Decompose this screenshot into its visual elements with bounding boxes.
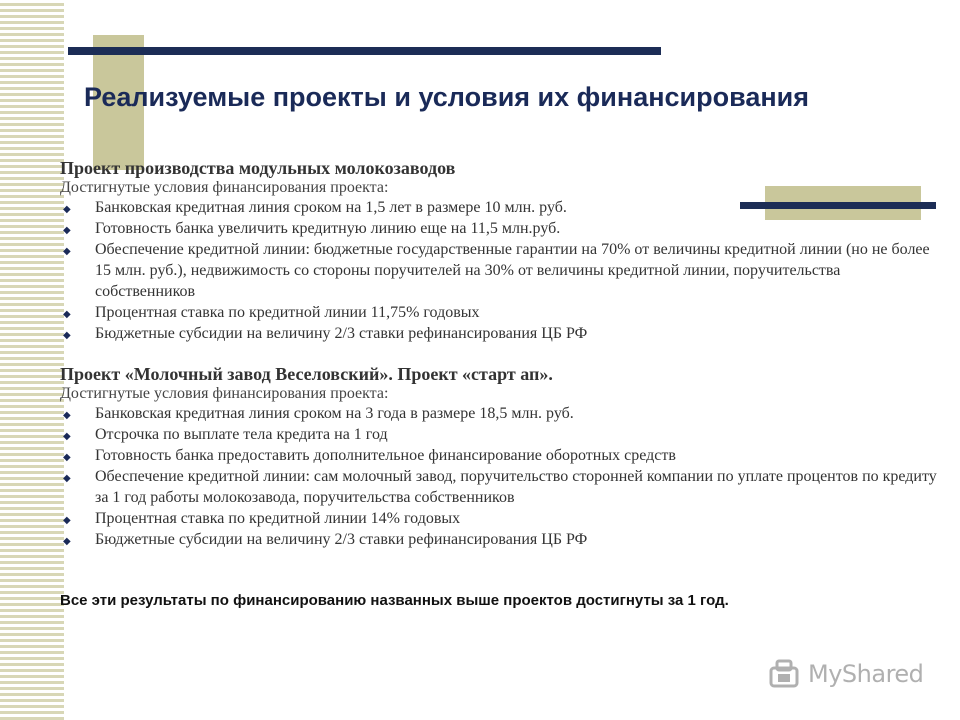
list-item: ◆ Процентная ставка по кредитной линии 11,75% годовых xyxy=(60,302,940,323)
list-item: ◆ Банковская кредитная линия сроком на 1,5 лет в размере 10 млн. руб. xyxy=(60,197,940,218)
bullet-icon: ◆ xyxy=(63,473,71,484)
bullet-icon: ◆ xyxy=(63,515,71,526)
bullet-icon: ◆ xyxy=(63,452,71,463)
list-item: ◆ Обеспечение кредитной линии: сам молочный завод, поручительство сторонней компании по уплате процентов по кредиту за 1 год работы молокозавода, поручительства собственников xyxy=(63,468,937,506)
project1-section xyxy=(60,158,940,344)
project2-subheading: Достигнутые условия финансирования проекта: xyxy=(60,385,389,402)
project2-section xyxy=(60,364,940,550)
project1-heading: Проект производства модульных молокозаводов xyxy=(60,158,456,178)
project1-subheading: Достигнутые условия финансирования проекта: xyxy=(60,179,389,196)
left-stripe-decoration xyxy=(0,0,64,720)
bullet-icon: ◆ xyxy=(63,431,71,442)
top-accent-bar xyxy=(68,47,661,55)
bullet-icon: ◆ xyxy=(63,225,71,236)
watermark-text: MyShared xyxy=(808,660,924,688)
myshared-logo-icon xyxy=(768,658,802,690)
bullet-icon: ◆ xyxy=(63,410,71,421)
bullet-icon: ◆ xyxy=(63,309,71,320)
bullet-icon: ◆ xyxy=(63,536,71,547)
bullet-icon: ◆ xyxy=(63,246,71,257)
bullet-icon: ◆ xyxy=(63,204,71,215)
slide-content xyxy=(60,158,940,609)
list-item: ◆ Обеспечение кредитной линии: бюджетные государственные гарантии на 70% от величины кредитной линии (но не более 15 млн. руб.), недвижимость со стороны поручителей на 30% от величины кредитной линии, поручительства собственников xyxy=(63,241,930,300)
project1-list xyxy=(60,197,940,344)
bullet-icon: ◆ xyxy=(63,330,71,341)
watermark xyxy=(768,656,923,692)
list-item: ◆ Банковская кредитная линия сроком на 3 года в размере 18,5 млн. руб. xyxy=(60,403,940,424)
list-item: ◆ Отсрочка по выплате тела кредита на 1 год xyxy=(60,424,940,445)
list-item: ◆ Бюджетные субсидии на величину 2/3 ставки рефинансирования ЦБ РФ xyxy=(60,529,940,550)
project2-heading: Проект «Молочный завод Веселовский». Проект «старт ап». xyxy=(60,364,553,384)
list-item: ◆ Бюджетные субсидии на величину 2/3 ставки рефинансирования ЦБ РФ xyxy=(60,323,940,344)
list-item: ◆ Готовность банка предоставить дополнительное финансирование оборотных средств xyxy=(60,445,940,466)
project2-list xyxy=(60,403,940,550)
slide-title: Реализуемые проекты и условия их финансирования xyxy=(84,82,810,112)
list-item: ◆ Процентная ставка по кредитной линии 14% годовых xyxy=(60,508,940,529)
conclusion-text: Все эти результаты по финансированию названных выше проектов достигнуты за 1 год. xyxy=(60,592,729,609)
list-item: ◆ Готовность банка увеличить кредитную линию еще на 11,5 млн.руб. xyxy=(60,218,940,239)
